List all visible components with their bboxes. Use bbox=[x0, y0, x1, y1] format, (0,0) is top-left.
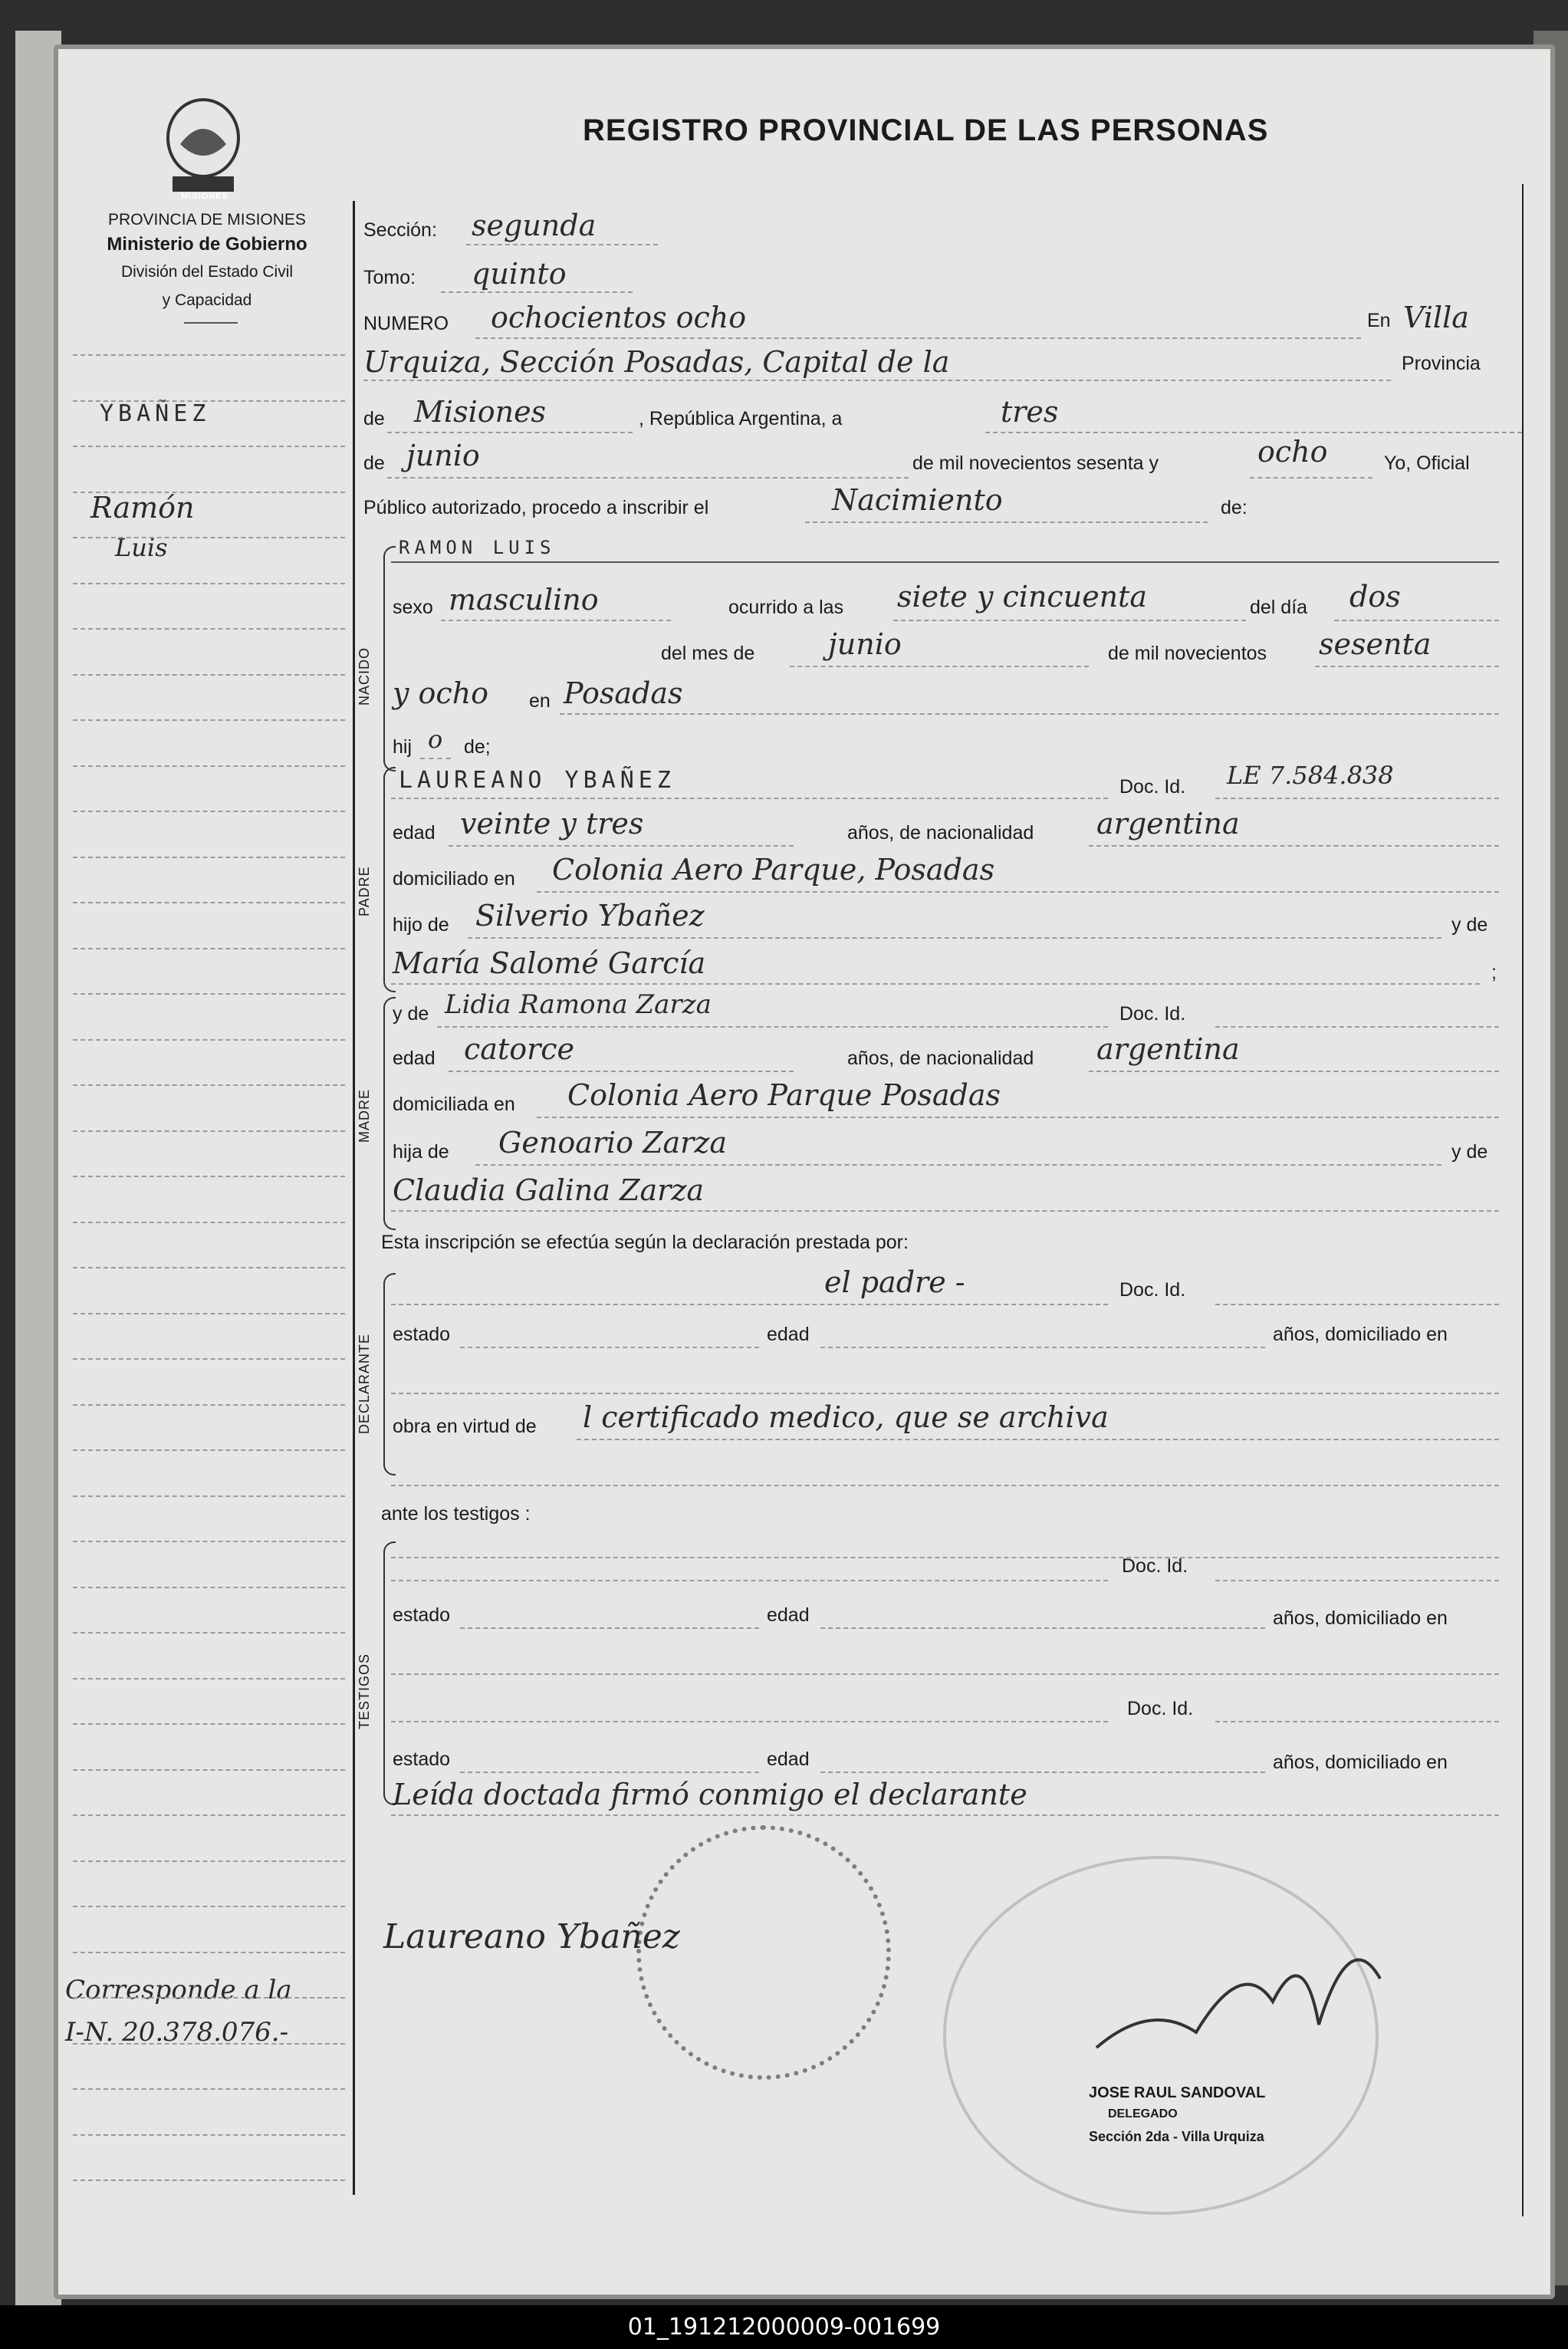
label-padre-hijo-de: hijo de bbox=[393, 914, 449, 936]
capacity-name: y Capacidad bbox=[162, 291, 252, 309]
fill-line bbox=[1215, 798, 1499, 799]
fill-line bbox=[820, 1347, 1265, 1348]
fill-line bbox=[1215, 1580, 1499, 1581]
value-acto: Nacimiento bbox=[832, 483, 1003, 517]
margin-surname: YBAÑEZ bbox=[100, 400, 211, 427]
margin-rule bbox=[73, 1495, 345, 1497]
fill-line bbox=[475, 1164, 1441, 1166]
margin-rule bbox=[73, 719, 345, 721]
value-hij-suffix: o bbox=[428, 725, 443, 754]
label-de-mil: de mil novecientos sesenta y bbox=[912, 452, 1159, 474]
page-title: REGISTRO PROVINCIAL DE LAS PERSONAS bbox=[583, 114, 1269, 147]
margin-rule bbox=[73, 354, 345, 356]
margin-rule bbox=[73, 1267, 345, 1268]
signature-official-icon bbox=[1089, 1910, 1411, 2078]
right-divider bbox=[1522, 184, 1524, 2216]
fill-line bbox=[449, 845, 794, 847]
label-madre-domiciliada: domiciliada en bbox=[393, 1094, 515, 1115]
divider bbox=[184, 322, 238, 324]
fill-line bbox=[391, 1580, 1108, 1581]
fill-line bbox=[387, 477, 909, 479]
margin-rule bbox=[73, 1449, 345, 1451]
fill-line bbox=[577, 1439, 1499, 1440]
official-role: DELEGADO bbox=[1108, 2107, 1178, 2120]
fill-line bbox=[391, 1673, 1499, 1675]
value-madre-hija-de: Genoario Zarza bbox=[498, 1126, 728, 1160]
margin-rule bbox=[73, 1769, 345, 1771]
margin-given-name-1: Ramón bbox=[90, 491, 195, 525]
fill-line bbox=[1215, 1026, 1499, 1028]
value-ano: ocho bbox=[1257, 435, 1328, 469]
margin-rule bbox=[73, 1952, 345, 1953]
section-label-madre: MADRE bbox=[357, 1088, 372, 1143]
value-padre-dom: Colonia Aero Parque, Posadas bbox=[552, 853, 995, 887]
label-de: de bbox=[363, 408, 385, 429]
margin-rule bbox=[73, 2043, 345, 2045]
fill-line bbox=[391, 1210, 1499, 1212]
margin-rule bbox=[73, 446, 345, 447]
section-label-padre: PADRE bbox=[357, 866, 372, 916]
fill-line bbox=[466, 244, 658, 245]
fill-line bbox=[560, 713, 1499, 715]
margin-rule bbox=[73, 1176, 345, 1177]
value-sexo: masculino bbox=[449, 583, 599, 617]
label-hij: hij bbox=[393, 736, 413, 758]
margin-rule bbox=[73, 1723, 345, 1725]
label-testigo2-anos: años, domiciliado en bbox=[1273, 1752, 1448, 1773]
fill-line bbox=[893, 620, 1246, 621]
label-obra: obra en virtud de bbox=[393, 1416, 537, 1437]
value-dia: dos bbox=[1349, 580, 1401, 614]
fill-line bbox=[805, 521, 1208, 523]
margin-rule bbox=[73, 1358, 345, 1360]
fill-line bbox=[391, 561, 1499, 563]
fill-line bbox=[441, 291, 633, 293]
fill-line bbox=[449, 1071, 794, 1072]
margin-rule bbox=[73, 1860, 345, 1862]
fill-line bbox=[1315, 666, 1499, 667]
label-del-mes: del mes de bbox=[661, 643, 755, 664]
label-declarante-edad: edad bbox=[767, 1324, 810, 1345]
value-padre-hijo-de: Silverio Ybañez bbox=[475, 899, 705, 933]
value-padre-madre: María Salomé García bbox=[393, 946, 706, 980]
margin-divider bbox=[353, 201, 355, 2195]
margin-rule bbox=[73, 1039, 345, 1041]
fill-line bbox=[391, 1557, 1499, 1558]
margin-rule bbox=[73, 1313, 345, 1314]
value-nombre: RAMON LUIS bbox=[399, 537, 556, 558]
label-testigo2-doc: Doc. Id. bbox=[1127, 1698, 1194, 1719]
value-madre-madre: Claudia Galina Zarza bbox=[393, 1173, 704, 1207]
label-seccion: Sección: bbox=[363, 219, 437, 241]
value-place-line: Urquiza, Sección Posadas, Capital de la bbox=[363, 345, 950, 379]
fill-line bbox=[1215, 1721, 1499, 1722]
margin-rule bbox=[73, 2134, 345, 2136]
margin-rule bbox=[73, 948, 345, 949]
margin-rule bbox=[73, 1997, 345, 1999]
margin-rule bbox=[73, 1084, 345, 1086]
fill-line bbox=[537, 1117, 1499, 1118]
label-de-2: de bbox=[363, 452, 385, 474]
fill-line bbox=[1215, 1304, 1499, 1305]
fill-line bbox=[1250, 477, 1372, 479]
margin-rule bbox=[73, 1587, 345, 1588]
fill-line bbox=[1089, 1071, 1499, 1072]
fill-line bbox=[460, 1772, 759, 1773]
margin-rule bbox=[73, 2180, 345, 2181]
label-testigo2-edad: edad bbox=[767, 1749, 810, 1770]
fill-line bbox=[985, 432, 1522, 433]
fill-line bbox=[537, 891, 1499, 893]
margin-rule bbox=[73, 765, 345, 767]
margin-rule bbox=[73, 583, 345, 584]
label-semicolon: ; bbox=[1491, 962, 1497, 983]
value-provincia: Misiones bbox=[414, 395, 547, 429]
fill-line bbox=[460, 1347, 759, 1348]
label-testigo1-doc: Doc. Id. bbox=[1122, 1555, 1188, 1577]
label-testigo1-anos: años, domiciliado en bbox=[1273, 1607, 1448, 1629]
fill-line bbox=[1089, 845, 1499, 847]
value-padre-nac: argentina bbox=[1096, 807, 1240, 841]
label-de-colon: de: bbox=[1221, 497, 1247, 518]
label-numero: NUMERO bbox=[363, 313, 449, 334]
label-ocurrido: ocurrido a las bbox=[728, 597, 844, 618]
value-numero: ochocientos ocho bbox=[491, 301, 747, 334]
margin-rule bbox=[73, 628, 345, 630]
margin-rule bbox=[73, 674, 345, 676]
label-testigo1-edad: edad bbox=[767, 1604, 810, 1626]
value-cont: y ocho bbox=[393, 676, 489, 710]
margin-rule bbox=[73, 902, 345, 903]
label-de-semicolon: de; bbox=[464, 736, 491, 758]
margin-given-name-2: Luis bbox=[115, 533, 168, 562]
margin-rule bbox=[73, 537, 345, 538]
fill-line bbox=[820, 1627, 1265, 1629]
label-de-mil-nov: de mil novecientos bbox=[1108, 643, 1267, 664]
value-padre-edad: veinte y tres bbox=[460, 807, 644, 841]
label-del-dia: del día bbox=[1250, 597, 1308, 618]
section-label-nacido: NACIDO bbox=[357, 646, 372, 706]
margin-rule bbox=[73, 811, 345, 812]
margin-rule bbox=[73, 857, 345, 858]
value-anos-nac: sesenta bbox=[1319, 627, 1432, 661]
emblem-text: MISIONES bbox=[181, 192, 228, 201]
fill-line bbox=[790, 666, 1089, 667]
margin-rule bbox=[73, 993, 345, 995]
label-tomo: Tomo: bbox=[363, 267, 416, 288]
value-padre-doc: LE 7.584.838 bbox=[1227, 761, 1394, 790]
province-name: PROVINCIA DE MISIONES bbox=[108, 211, 306, 229]
value-mes-nac: junio bbox=[828, 627, 902, 661]
value-madre-dom: Colonia Aero Parque Posadas bbox=[567, 1078, 1001, 1112]
fill-line bbox=[387, 432, 633, 433]
value-hora: siete y cincuenta bbox=[897, 580, 1148, 614]
label-yo-oficial: Yo, Oficial bbox=[1384, 452, 1470, 474]
fill-line bbox=[420, 758, 451, 759]
label-provincia: Provincia bbox=[1402, 353, 1481, 374]
label-declarante-doc: Doc. Id. bbox=[1119, 1279, 1186, 1301]
value-en: Villa bbox=[1403, 301, 1469, 334]
margin-rule bbox=[73, 1404, 345, 1406]
label-inscripcion: Esta inscripción se efectúa según la declaración prestada por: bbox=[381, 1232, 909, 1253]
label-republica: , República Argentina, a bbox=[639, 408, 843, 429]
label-padre-domiciliado: domiciliado en bbox=[393, 868, 515, 890]
label-madre-y-de: y de bbox=[393, 1003, 429, 1025]
fill-line bbox=[391, 1721, 1108, 1722]
value-dia-a: tres bbox=[1001, 395, 1059, 429]
margin-rule bbox=[73, 1678, 345, 1680]
label-publico: Público autorizado, procedo a inscribir el bbox=[363, 497, 709, 518]
label-madre-edad: edad bbox=[393, 1048, 436, 1069]
division-name: División del Estado Civil bbox=[120, 263, 294, 281]
signature-declarante: Laureano Ybañez bbox=[383, 1917, 680, 1956]
fill-line bbox=[437, 1026, 1108, 1028]
margin-note-2: I-N. 20.378.076.- bbox=[65, 2017, 289, 2048]
label-sexo: sexo bbox=[393, 597, 433, 618]
label-padre-edad: edad bbox=[393, 822, 436, 844]
margin-rule bbox=[73, 400, 345, 402]
fill-line bbox=[441, 620, 671, 621]
fill-line bbox=[391, 1485, 1499, 1486]
label-padre-anos-nac: años, de nacionalidad bbox=[847, 822, 1034, 844]
margin-rule bbox=[73, 1130, 345, 1132]
fill-line bbox=[460, 1627, 759, 1629]
value-mes: junio bbox=[406, 439, 480, 472]
fill-line bbox=[1334, 620, 1499, 621]
label-padre-doc: Doc. Id. bbox=[1119, 776, 1186, 798]
label-madre-anos-nac: años, de nacionalidad bbox=[847, 1048, 1034, 1069]
coat-of-arms-icon bbox=[157, 90, 249, 198]
fill-line bbox=[391, 798, 1108, 799]
value-cierre: Leída doctada firmó conmigo el declarante bbox=[393, 1778, 1027, 1811]
value-padre-nombre: LAUREANO YBAÑEZ bbox=[399, 767, 676, 794]
label-madre-hija-de: hija de bbox=[393, 1141, 449, 1163]
fill-line bbox=[391, 1304, 1108, 1305]
margin-note-1: Corresponde a la bbox=[65, 1975, 292, 2005]
margin-rule bbox=[73, 1222, 345, 1223]
value-madre-edad: catorce bbox=[464, 1032, 575, 1066]
image-id: 01_191212000009-001699 bbox=[627, 2314, 941, 2341]
margin-rule bbox=[73, 1541, 345, 1542]
margin-rule bbox=[73, 2088, 345, 2090]
fill-line bbox=[468, 937, 1441, 939]
margin-rule bbox=[73, 1632, 345, 1633]
fill-line bbox=[820, 1772, 1265, 1773]
label-madre-doc: Doc. Id. bbox=[1119, 1003, 1186, 1025]
label-padre-y-de: y de bbox=[1451, 914, 1488, 936]
value-lugar: Posadas bbox=[564, 676, 683, 710]
section-label-declarante: DECLARANTE bbox=[357, 1333, 372, 1434]
value-obra: l certificado medico, que se archiva bbox=[583, 1400, 1109, 1434]
label-testigos: ante los testigos : bbox=[381, 1503, 531, 1525]
fill-line bbox=[391, 983, 1480, 985]
label-testigo2-estado: estado bbox=[393, 1749, 451, 1770]
label-madre-y-de-2: y de bbox=[1451, 1141, 1488, 1163]
fill-line bbox=[363, 380, 1391, 381]
image-id-bar bbox=[0, 2305, 1568, 2349]
value-seccion: segunda bbox=[472, 209, 597, 242]
label-declarante-estado: estado bbox=[393, 1324, 451, 1345]
official-name: JOSE RAUL SANDOVAL bbox=[1089, 2084, 1266, 2101]
margin-rule bbox=[73, 492, 345, 493]
value-tomo: quinto bbox=[472, 257, 567, 291]
value-madre-nac: argentina bbox=[1096, 1032, 1240, 1066]
ministry-name: Ministerio de Gobierno bbox=[107, 234, 307, 255]
value-madre-nombre: Lidia Ramona Zarza bbox=[445, 989, 712, 1020]
value-declarante: el padre - bbox=[824, 1265, 965, 1299]
label-en: En bbox=[1367, 310, 1391, 331]
label-declarante-anos: años, domiciliado en bbox=[1273, 1324, 1448, 1345]
label-testigo1-estado: estado bbox=[393, 1604, 451, 1626]
label-en-lower: en bbox=[529, 690, 551, 712]
section-label-testigos: TESTIGOS bbox=[357, 1653, 372, 1729]
official-section: Sección 2da - Villa Urquiza bbox=[1089, 2129, 1264, 2144]
fill-line bbox=[475, 337, 1361, 339]
fill-line bbox=[391, 1393, 1499, 1394]
margin-rule bbox=[73, 1814, 345, 1816]
margin-rule bbox=[73, 1906, 345, 1907]
fill-line bbox=[391, 1814, 1499, 1816]
